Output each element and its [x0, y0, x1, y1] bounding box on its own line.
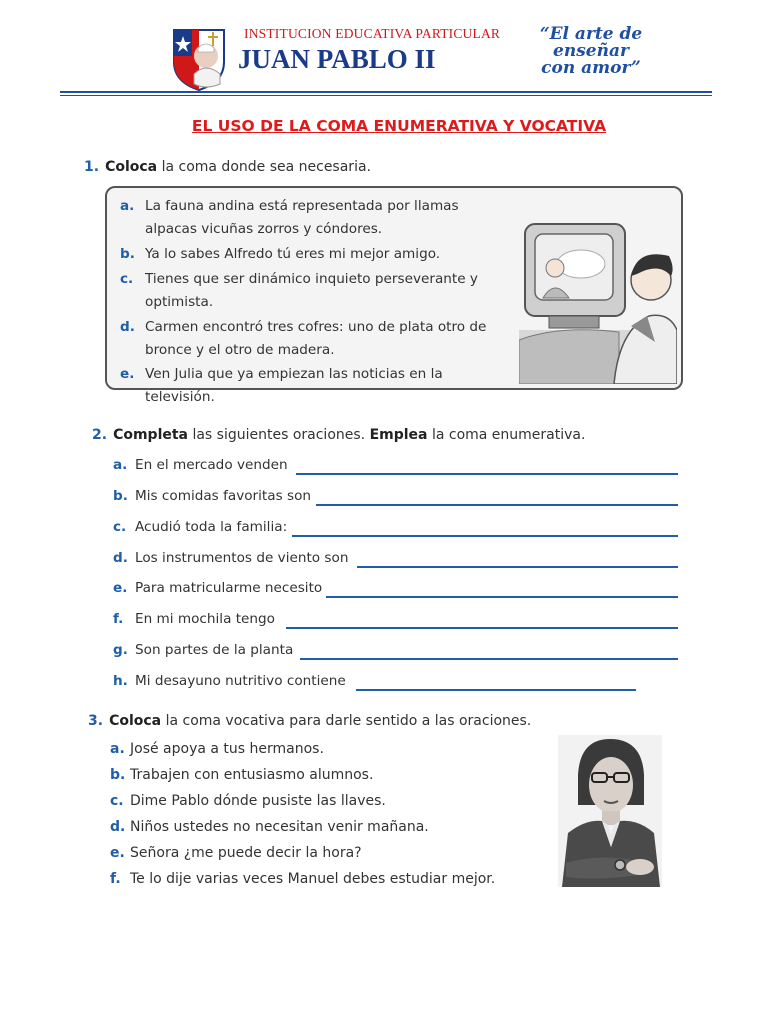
item-letter: c.	[120, 271, 134, 287]
header-divider-thin	[60, 95, 712, 96]
school-slogan: “El arte de enseñar con amor”	[539, 24, 643, 78]
exercise2-item-a	[113, 457, 288, 479]
exercise1-verb: Coloca	[105, 159, 158, 175]
exercise2-item-e	[113, 580, 322, 602]
item-letter: h.	[113, 673, 128, 689]
item-text: Te lo dije varias veces Manuel debes estudiar mejor.	[130, 871, 496, 887]
exercise2-verb2: Emplea	[369, 427, 428, 443]
exercise2-answer-line-g[interactable]	[300, 658, 678, 660]
exercise3-instruction	[88, 713, 531, 729]
exercise3-item-c	[110, 793, 386, 809]
exercise3-item-a	[110, 741, 324, 757]
exercise2-number: 2.	[92, 427, 108, 443]
exercise2-answer-line-f[interactable]	[286, 627, 678, 629]
exercise2-verb: Completa	[113, 427, 188, 443]
item-letter: d.	[110, 819, 126, 835]
item-letter: b.	[120, 246, 135, 262]
item-text: Para matricularme necesito	[135, 580, 323, 596]
exercise3-number: 3.	[88, 713, 104, 729]
exercise2-item-h	[113, 673, 346, 695]
exercise1-item-b	[120, 243, 505, 266]
exercise2-item-c	[113, 519, 287, 541]
item-letter: d.	[120, 319, 135, 335]
item-text: Niños ustedes no necesitan venir mañana.	[130, 819, 429, 835]
exercise2-item-d	[113, 550, 348, 572]
exercise2-instruction-mid: las siguientes oraciones.	[192, 427, 366, 443]
exercise2-answer-line-e[interactable]	[326, 596, 678, 598]
item-text: Acudió toda la familia:	[135, 519, 288, 535]
exercise1-item-d	[120, 316, 505, 362]
boy-watching-tv-illustration	[519, 220, 677, 384]
exercise3-verb: Coloca	[109, 713, 162, 729]
exercise1-item-a	[120, 195, 505, 241]
item-letter: g.	[113, 642, 128, 658]
item-letter: a.	[110, 741, 125, 757]
item-text: Tienes que ser dinámico inquieto perseverante y optimista.	[145, 271, 478, 310]
exercise1-instruction	[84, 159, 371, 175]
worksheet-title: EL USO DE LA COMA ENUMERATIVA Y VOCATIVA	[191, 117, 607, 135]
exercise1-item-e	[120, 363, 515, 409]
item-letter: a.	[113, 457, 128, 473]
exercise2-item-g	[113, 642, 293, 664]
school-crest-logo	[170, 26, 228, 92]
exercise3-item-e	[110, 845, 362, 861]
item-letter: f.	[113, 611, 124, 627]
exercise1-item-c	[120, 268, 505, 314]
exercise2-instruction-text: la coma enumerativa.	[431, 427, 586, 443]
item-letter: c.	[113, 519, 127, 535]
school-name: JUAN PABLO II	[238, 44, 436, 74]
item-text: Carmen encontró tres cofres: uno de plata otro de bronce y el otro de madera.	[145, 319, 487, 358]
item-text: Ya lo sabes Alfredo tú eres mi mejor amigo.	[145, 246, 441, 262]
item-letter: d.	[113, 550, 128, 566]
page-header	[0, 0, 768, 96]
exercise3-instruction-text: la coma vocativa para darle sentido a las oraciones.	[165, 713, 532, 729]
exercise2-answer-line-a[interactable]	[296, 473, 678, 475]
item-text: Ven Julia que ya empiezan las noticias en la televisión.	[145, 366, 443, 405]
item-text: José apoya a tus hermanos.	[130, 741, 324, 757]
item-letter: c.	[110, 793, 124, 809]
item-letter: e.	[113, 580, 128, 596]
item-letter: b.	[113, 488, 128, 504]
exercise1-number: 1.	[84, 159, 100, 175]
exercise3-item-f	[110, 871, 495, 887]
item-text: En el mercado venden	[135, 457, 288, 473]
woman-checking-watch-photo	[558, 735, 662, 887]
exercise2-item-b	[113, 488, 311, 510]
item-letter: e.	[110, 845, 125, 861]
item-text: Son partes de la planta	[135, 642, 294, 658]
item-text: La fauna andina está representada por llamas alpacas vicuñas zorros y cóndores.	[145, 198, 459, 237]
header-divider	[60, 91, 712, 93]
exercise2-item-f	[113, 611, 275, 633]
exercise2-instruction	[92, 427, 585, 443]
item-letter: a.	[120, 198, 135, 214]
item-text: Dime Pablo dónde pusiste las llaves.	[130, 793, 386, 809]
item-text: Trabajen con entusiasmo alumnos.	[130, 767, 374, 783]
item-letter: b.	[110, 767, 126, 783]
exercise2-answer-line-c[interactable]	[292, 535, 678, 537]
item-text: Señora ¿me puede decir la hora?	[130, 845, 362, 861]
item-text: Los instrumentos de viento son	[135, 550, 349, 566]
item-text: Mis comidas favoritas son	[135, 488, 312, 504]
exercise2-answer-line-d[interactable]	[357, 566, 678, 568]
exercise1-instruction-text: la coma donde sea necesaria.	[161, 159, 371, 175]
item-text: En mi mochila tengo	[135, 611, 275, 627]
item-letter: e.	[120, 366, 135, 382]
item-letter: f.	[110, 871, 121, 887]
item-text: Mi desayuno nutritivo contiene	[135, 673, 346, 689]
exercise3-item-d	[110, 819, 429, 835]
exercise2-answer-line-h[interactable]	[356, 689, 636, 691]
exercise2-answer-line-b[interactable]	[316, 504, 678, 506]
institution-type: INSTITUCION EDUCATIVA PARTICULAR	[244, 26, 501, 41]
exercise3-item-b	[110, 767, 373, 783]
